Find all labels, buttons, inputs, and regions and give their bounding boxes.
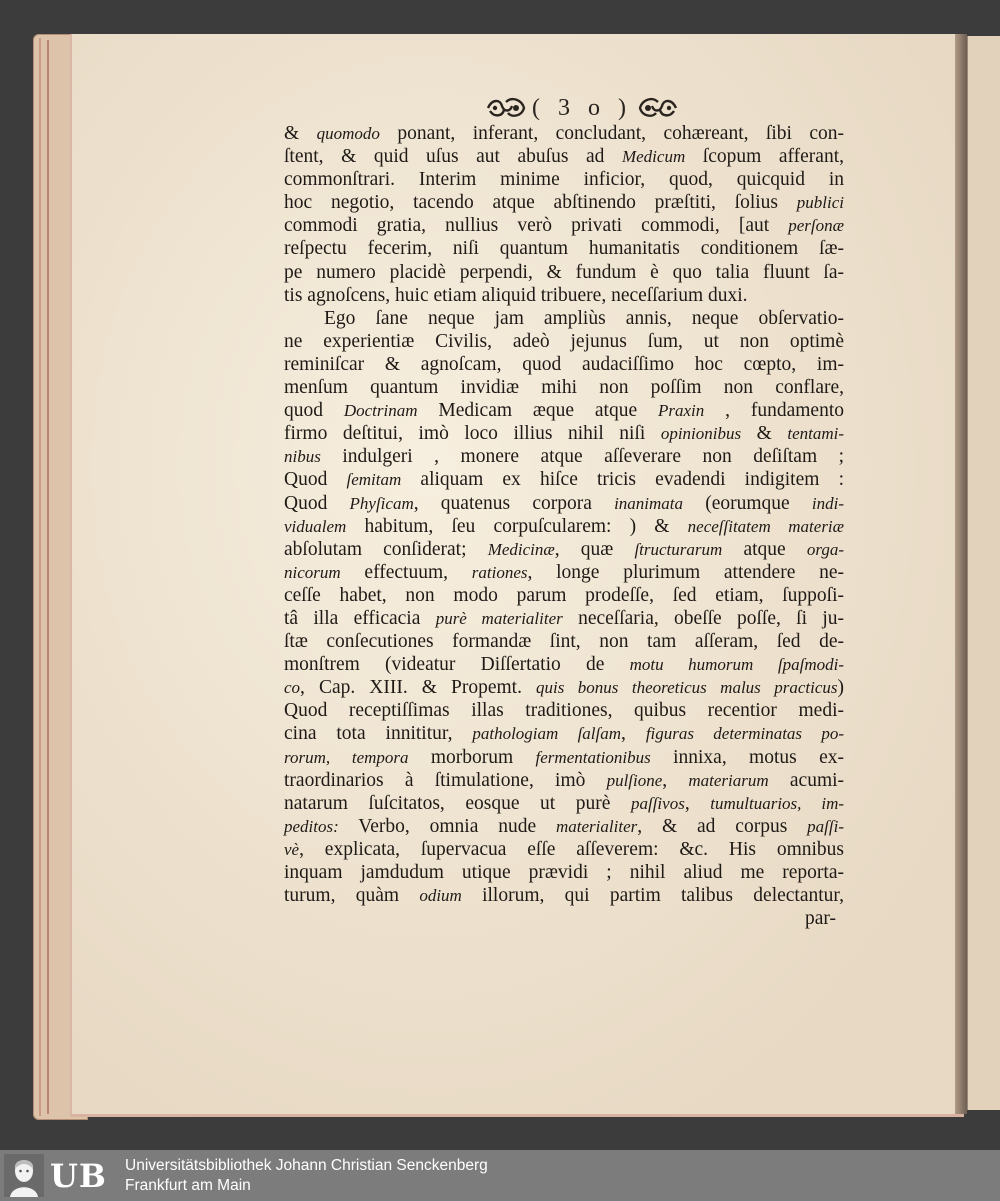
text-segment: , quæ xyxy=(554,538,635,560)
text-segment: ponant, inferant, concludant, cohæreant, ſibi con- xyxy=(379,123,845,144)
text-line xyxy=(284,699,844,722)
italic-text: rorum, tempora xyxy=(284,747,409,767)
italic-text: vidualem xyxy=(284,516,347,536)
italic-text: nicorum xyxy=(284,562,341,582)
text-line xyxy=(284,722,844,745)
text-segment: abſolutam conſiderat; xyxy=(284,538,488,560)
text-segment: ſtent, & quid uſus aut abuſus ad xyxy=(284,146,622,168)
text-segment: , explicata, ſupervacua eſſe aſſeverem: &c. His omnibus xyxy=(299,838,844,860)
text-segment: , & ad corpus xyxy=(637,815,808,837)
italic-text: ſtructurarum xyxy=(634,539,723,559)
italic-text: vè xyxy=(284,839,300,859)
text-segment: commodi gratia, nullius verò privati commodi, [aut xyxy=(284,215,789,237)
italic-text: paſſi- xyxy=(807,816,844,836)
text-line xyxy=(284,492,844,515)
text-segment: ) xyxy=(837,677,844,699)
italic-text: orga- xyxy=(806,539,844,559)
italic-text: rationes xyxy=(471,562,528,582)
text-line xyxy=(284,376,844,399)
italic-text: quis bonus theoreticus malus practicus xyxy=(536,678,838,698)
text-segment: menſum quantum invidiæ mihi non poſſim non conflare, xyxy=(284,377,844,399)
text-segment: neceſſaria, obeſſe poſſe, ſi ju- xyxy=(562,607,845,629)
facing-page-edge xyxy=(967,36,1000,1110)
text-segment: turum, quàm xyxy=(284,885,420,907)
text-segment: ſtæ conſecutiones formandæ ſint, non tam aſſeram, ſed de- xyxy=(284,631,844,653)
text-segment: morborum xyxy=(408,746,536,768)
italic-text: tumultuarios, im- xyxy=(710,793,845,813)
italic-text: publici xyxy=(796,193,844,213)
text-segment: & xyxy=(284,123,317,144)
italic-text: motu humorum ſpaſmodi- xyxy=(629,655,844,675)
text-segment: ceſſe habet, non modo parum prodeſſe, ſed etiam, ſuppoſi- xyxy=(284,584,844,606)
text-line xyxy=(284,861,844,884)
text-segment: commonſtrari. Interim minime inficior, quod, quicquid in xyxy=(284,169,844,191)
italic-text: purè materialiter xyxy=(435,608,563,628)
italic-text: indi- xyxy=(811,493,844,513)
italic-text: Medicinæ xyxy=(487,539,555,559)
text-segment: ſcopum afferant, xyxy=(685,146,844,168)
text-segment: acumi- xyxy=(768,769,845,791)
ub-logo[interactable] xyxy=(4,1154,116,1197)
text-line xyxy=(284,445,844,468)
text-line xyxy=(284,307,844,330)
text-segment: aliquam ex hiſce tricis evadendi indigitem : xyxy=(401,469,844,491)
text-segment: illorum, qui partim talibus delectantur, xyxy=(461,885,844,907)
italic-text: Phyſicam xyxy=(349,493,414,513)
text-line xyxy=(284,261,844,284)
right-ornament-icon xyxy=(638,97,678,119)
text-line xyxy=(284,653,844,676)
text-line xyxy=(284,468,844,491)
text-line xyxy=(284,214,844,237)
italic-text: pulſione xyxy=(606,770,663,790)
text-segment: Quod receptiſſimas illas traditiones, quibus recentior medi- xyxy=(284,700,844,722)
senckenberg-portrait-icon xyxy=(4,1154,44,1197)
text-line xyxy=(284,284,844,307)
italic-text: Medicum xyxy=(621,147,686,167)
italic-text: nibus xyxy=(284,447,321,467)
text-segment: monſtrem (videatur Diſſertatio de xyxy=(284,654,630,676)
text-line xyxy=(284,538,844,561)
text-line xyxy=(284,884,844,907)
text-segment: tis agnoſcens, huic etiam aliquid tribuere, neceſſarium duxi. xyxy=(284,284,748,306)
italic-text: Doctrinam xyxy=(343,401,418,421)
text-segment: , quatenus corpora xyxy=(413,492,615,514)
catchword: par- xyxy=(804,908,836,930)
text-segment: effectuum, xyxy=(340,561,472,583)
text-line xyxy=(284,792,844,815)
text-segment: cina tota innititur, xyxy=(284,723,473,745)
italic-text: ſemitam xyxy=(346,470,402,490)
text-segment: , fundamento xyxy=(704,400,845,422)
text-line xyxy=(284,630,844,653)
text-segment: innixa, motus ex- xyxy=(650,746,844,768)
text-segment: natarum ſuſcitatos, eosque ut purè xyxy=(284,792,631,814)
text-line xyxy=(284,191,844,214)
text-line xyxy=(284,330,844,353)
text-line xyxy=(284,607,844,630)
text-line xyxy=(284,815,844,838)
text-segment: traordinarios à ſtimulatione, imò xyxy=(284,769,607,791)
text-segment: & xyxy=(741,423,788,445)
institution-name[interactable] xyxy=(125,1156,488,1196)
italic-text: opinionibus xyxy=(660,424,742,444)
body-text xyxy=(284,122,844,930)
italic-text: materialiter xyxy=(556,816,638,836)
text-line xyxy=(284,145,844,168)
text-line xyxy=(284,237,844,260)
text-segment: , xyxy=(621,723,646,745)
text-segment: tâ illa efficacia xyxy=(284,607,436,629)
italic-text: perſonæ xyxy=(788,216,844,236)
text-segment: Quod xyxy=(284,492,350,514)
text-line xyxy=(284,353,844,376)
text-segment: quod xyxy=(284,400,344,422)
italic-text: co xyxy=(284,678,301,698)
text-line xyxy=(284,561,844,584)
text-segment: reminiſcar & agnoſcam, quod audaciſſimo hoc cœpto, im- xyxy=(284,353,844,375)
text-segment: inquam jamdudum utique prævidi ; nihil aliud me reporta- xyxy=(284,862,844,883)
text-segment: hoc negotio, tacendo atque abſtinendo præſtiti, ſolius xyxy=(284,192,797,214)
text-line xyxy=(284,399,844,422)
text-line xyxy=(284,838,844,861)
text-segment: habitum, ſeu corpuſcularem: ) & xyxy=(346,515,688,537)
ub-logo-text: UB xyxy=(50,1156,107,1195)
text-segment: (eorumque xyxy=(683,492,812,514)
text-line xyxy=(284,676,844,699)
text-segment: atque xyxy=(722,538,807,560)
italic-text: odium xyxy=(419,886,462,906)
italic-text: pathologiam ſalſam xyxy=(472,724,622,744)
italic-text: neceſſitatem materiæ xyxy=(687,516,844,536)
text-segment: Quod xyxy=(284,469,347,491)
text-segment: Ego ſane neque jam ampliùs annis, neque obſervatio- xyxy=(324,307,844,329)
italic-text: inanimata xyxy=(614,493,684,513)
text-line xyxy=(284,746,844,769)
left-ornament-icon xyxy=(486,97,526,119)
text-line xyxy=(284,769,844,792)
text-line xyxy=(284,584,844,607)
page-number: ( 3 o ) xyxy=(532,95,632,121)
text-segment: , xyxy=(684,792,711,814)
page-header xyxy=(486,96,678,120)
text-line xyxy=(284,515,844,538)
text-segment: , Cap. XIII. & Propemt. xyxy=(300,677,537,699)
text-segment: , longe plurimum attendere ne- xyxy=(527,561,845,583)
text-segment: ne experientiæ Civilis, adeò jejunus ſum, ut non optimè xyxy=(284,330,844,352)
institution-line-2: Frankfurt am Main xyxy=(125,1177,251,1194)
text-line xyxy=(284,122,844,145)
viewer-footer xyxy=(0,1150,1000,1201)
text-segment: firmo deſtitui, imò loco illius nihil niſi xyxy=(284,423,661,445)
institution-line-1: Universitätsbibliothek Johann Christian Senckenberg xyxy=(125,1157,488,1174)
text-segment: pe numero placidè perpendi, & fundum è quo talia fluunt ſa- xyxy=(284,261,844,283)
italic-text: figuras determinatas po- xyxy=(645,724,844,744)
italic-text: tentami- xyxy=(787,424,844,444)
italic-text: materiarum xyxy=(688,770,769,790)
italic-text: peditos: xyxy=(284,816,339,836)
text-segment: reſpectu fecerim, niſi quantum humanitatis conditionem ſæ- xyxy=(284,238,844,260)
text-line xyxy=(284,422,844,445)
text-line xyxy=(284,168,844,191)
italic-text: fermentationibus xyxy=(535,747,651,767)
text-segment: Verbo, omnia nude xyxy=(338,815,557,837)
italic-text: Praxin xyxy=(658,401,705,421)
italic-text: quomodo xyxy=(316,124,380,143)
italic-text: paſſivos xyxy=(630,793,685,813)
book-gutter xyxy=(955,34,967,1114)
text-segment: indulgeri , monere atque aſſeverare non deſiſtam ; xyxy=(320,446,844,468)
text-segment: Medicam æque atque xyxy=(417,400,658,422)
text-segment: , xyxy=(662,769,689,791)
